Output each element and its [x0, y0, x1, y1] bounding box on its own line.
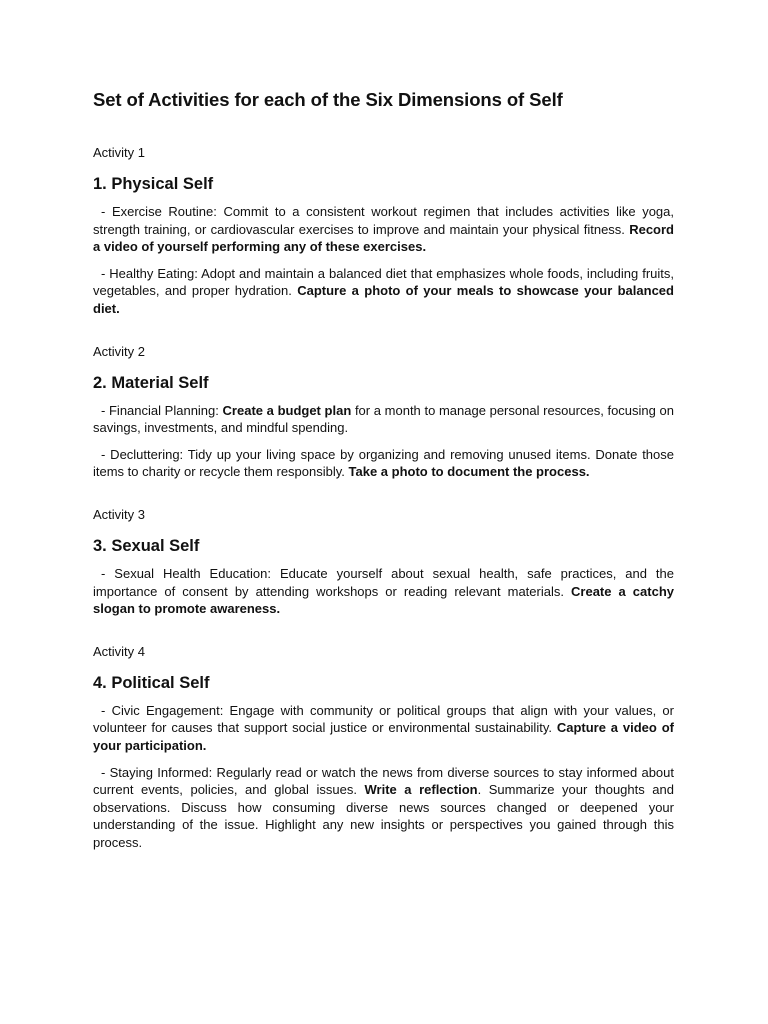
activity-label: Activity 2: [93, 343, 146, 359]
paragraph-text: - Decluttering: Tidy up your living space by organizing and removing unused items. Donate those items to charity or recycle them responsibly.: [93, 446, 674, 480]
activity-paragraph: [93, 265, 674, 318]
paragraph-text: - Sexual Health Education: Educate yourself about sexual health, safe practices, and the importance of consent by attending workshops or reading relevant materials.: [93, 565, 674, 599]
activity-section-1: [93, 145, 674, 318]
paragraph-text: - Healthy Eating: Adopt and maintain a balanced diet that emphasizes whole foods, including fruits, vegetables, and proper hydration.: [93, 265, 674, 299]
paragraph-text: - Exercise Routine: Commit to a consistent workout regimen that includes activities like yoga, strength training, or cardiovascular exercises to improve and maintain your physical fitness.: [93, 204, 674, 237]
activity-paragraph: [93, 203, 674, 256]
activity-paragraph: [93, 702, 674, 755]
paragraph-bold-text: Create a budget plan: [222, 402, 352, 418]
activity-paragraph: [93, 402, 674, 437]
section-heading: 2. Material Self: [93, 373, 209, 392]
paragraph-bold-text: Record a video of yourself performing any of these exercises.: [93, 221, 674, 255]
activity-label: Activity 1: [93, 145, 146, 160]
paragraph-after-text: for a month to manage personal resources, focusing on savings, investments, and mindful spending.: [93, 402, 675, 436]
paragraph-text: - Civic Engagement: Engage with community or political groups that align with your values, or volunteer for causes that support social justice or environmental sustainability.: [93, 702, 674, 736]
activity-label: Activity 3: [93, 506, 146, 522]
activity-paragraph: [93, 565, 674, 618]
paragraph-after-text: . Summarize your thoughts and observations. Discuss how consuming diverse news sources changed or deepened your understanding of the issue. Highlight any new insights or perspectives you gained through this process.: [93, 782, 674, 850]
activity-section-2: [93, 344, 674, 481]
section-heading: 1. Physical Self: [93, 175, 214, 193]
activity-section-3: [93, 507, 674, 618]
paragraph-bold-text: Capture a photo of your meals to showcase your balanced diet.: [93, 283, 674, 316]
paragraph-bold-text: Create a catchy slogan to promote awareness.: [93, 583, 674, 617]
activity-paragraph: [93, 446, 674, 481]
section-heading: 4. Political Self: [93, 673, 210, 692]
document-title: Set of Activities for each of the Six Dimensions of Self: [93, 89, 563, 110]
paragraph-bold-text: Write a reflection: [364, 782, 478, 798]
section-heading: 3. Sexual Self: [93, 536, 200, 555]
paragraph-text: - Financial Planning:: [101, 402, 223, 418]
paragraph-text: - Staying Informed: Regularly read or watch the news from diverse sources to stay informed about current events, policies, and global issues.: [93, 764, 674, 798]
paragraph-bold-text: Capture a video of your participation.: [93, 720, 674, 753]
paragraph-bold-text: Take a photo to document the process.: [348, 464, 590, 480]
activity-paragraph: [93, 764, 674, 852]
activity-label: Activity 4: [93, 643, 146, 659]
activity-section-4: [93, 644, 674, 852]
